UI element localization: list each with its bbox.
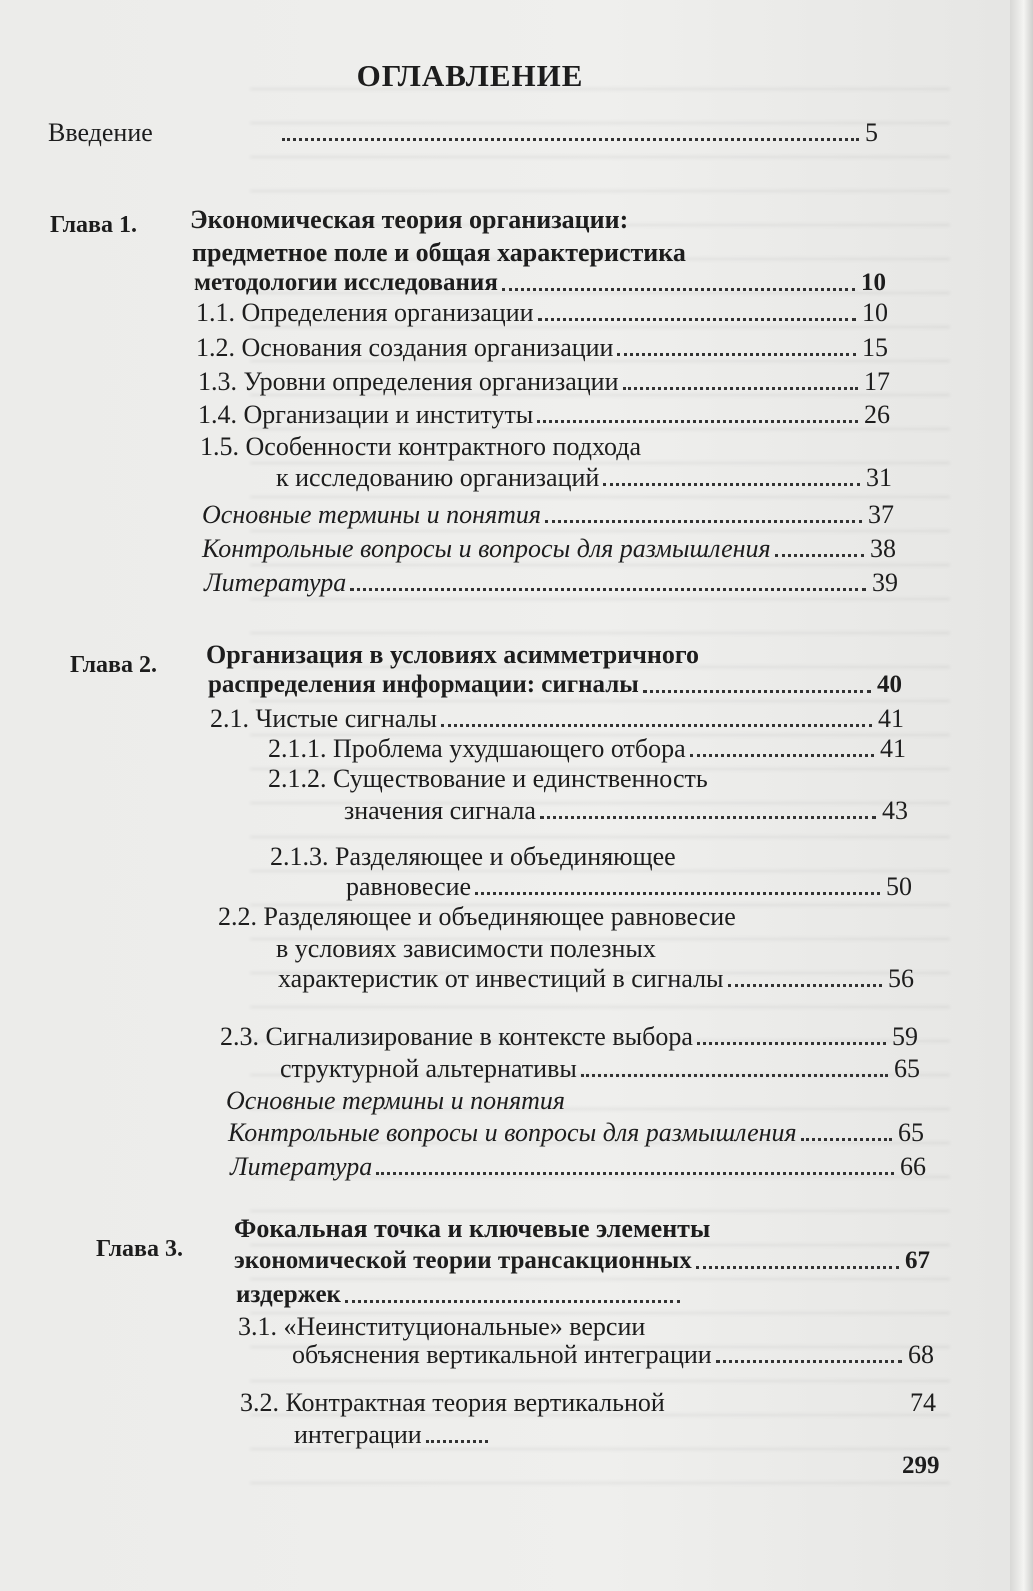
toc-entry-2-3 (220, 1022, 918, 1052)
dot-leader (345, 1300, 680, 1303)
toc-label: 1.4. Организации и институты (198, 400, 534, 429)
toc-label: Введение (48, 118, 153, 147)
dot-leader (538, 318, 856, 321)
toc-page: 15 (862, 333, 888, 362)
dot-leader (475, 892, 880, 895)
toc-entry-chapter-3 (234, 1246, 930, 1276)
toc-entry-3-2-cont (294, 1420, 494, 1450)
toc-entry-chapter-1 (194, 268, 886, 298)
toc-entry-chapter-2 (208, 670, 902, 700)
chapter-title-line: методологии исследования (194, 269, 498, 296)
toc-page: 59 (892, 1022, 918, 1051)
toc-page: 67 (905, 1247, 930, 1274)
toc-page: 65 (898, 1118, 924, 1147)
chapter-title-line: Фокальная точка и ключевые элементы (234, 1214, 711, 1243)
page-edge (1010, 0, 1033, 1591)
toc-page: 50 (886, 872, 912, 901)
toc-entry-questions-1 (202, 534, 896, 564)
toc-label: к исследованию организаций (276, 463, 600, 492)
dot-leader (775, 554, 864, 557)
toc-label: Контрольные вопросы и вопросы для размышления (228, 1118, 797, 1147)
chapter-label: Глава 3. (96, 1236, 183, 1262)
toc-page: 41 (880, 734, 906, 763)
dot-leader (282, 138, 859, 141)
dot-leader (581, 1074, 888, 1077)
dot-leader (801, 1138, 892, 1141)
dot-leader (376, 1172, 894, 1175)
toc-label: в условиях зависимости полезных (276, 934, 656, 963)
dot-leader (617, 353, 856, 356)
toc-entry-lit-1 (204, 568, 898, 598)
page-title: ОГЛАВЛЕНИЕ (356, 58, 584, 93)
toc-entry-2-1-2 (344, 796, 908, 826)
dot-leader (696, 1266, 899, 1269)
chapter-title-line: предметное поле и общая характеристика (192, 238, 686, 267)
toc-label: интеграции (294, 1420, 422, 1449)
dot-leader (716, 1360, 902, 1363)
chapter-title-line: экономической теории трансакционных (234, 1247, 692, 1274)
toc-label: 2.1.3. Разделяющее и объединяющее (270, 842, 676, 871)
toc-entry-2-1-3 (346, 872, 912, 902)
toc-entry-questions-2 (228, 1118, 924, 1148)
toc-label: структурной альтернативы (280, 1054, 577, 1083)
toc-label: 1.5. Особенности контрактного подхода (200, 432, 641, 461)
toc-label: 1.2. Основания создания организации (196, 333, 614, 362)
toc-label: 2.3. Сигнализирование в контексте выбора (220, 1022, 693, 1051)
toc-entry-1-1 (196, 298, 888, 328)
toc-label: Литература (204, 568, 347, 597)
toc-label: 2.1.2. Существование и единственность (268, 764, 708, 793)
dot-leader (441, 724, 872, 727)
toc-page: 37 (868, 500, 894, 529)
dot-leader (728, 984, 882, 987)
chapter-title-line: Организация в условиях асимметричного (206, 640, 700, 669)
toc-page: 65 (894, 1054, 920, 1083)
toc-entry-terms-2 (226, 1086, 586, 1116)
toc-entry-1-3 (198, 367, 890, 397)
toc-label: 1.3. Уровни определения организации (198, 367, 619, 396)
toc-page: 38 (870, 534, 896, 563)
chapter-title-line: распределения информации: сигналы (208, 671, 639, 698)
toc-entry-intro (48, 118, 878, 148)
toc-entry-2-2 (278, 964, 914, 994)
toc-entry-chapter-3-cont (236, 1280, 686, 1310)
toc-label: 2.1. Чистые сигналы (210, 704, 437, 733)
toc-label: 3.1. «Неинституциональные» версии (238, 1312, 646, 1341)
toc-entry-3-2 (240, 1388, 936, 1418)
toc-label: объяснения вертикальной интеграции (292, 1340, 712, 1369)
toc-entry-1-5 (276, 463, 892, 493)
toc-page: 68 (908, 1340, 934, 1369)
chapter-title-line: Экономическая теория организации: (190, 205, 629, 234)
toc-label: 2.1.1. Проблема ухудшающего отбора (268, 734, 686, 763)
dot-leader (545, 520, 862, 523)
toc-label: Контрольные вопросы и вопросы для размышления (202, 534, 771, 563)
toc-entry-1-4 (198, 400, 890, 430)
toc-page: 41 (878, 704, 904, 733)
toc-page: 56 (888, 964, 914, 993)
chapter-label: Глава 1. (50, 212, 137, 238)
dot-leader (537, 420, 858, 423)
dot-leader (502, 288, 855, 291)
toc-label: равновесие (346, 872, 472, 901)
toc-label: 2.2. Разделяющее и объединяющее равновесие (218, 902, 736, 931)
dot-leader (350, 588, 866, 591)
dot-leader (623, 387, 859, 390)
toc-entry-2-1-1 (268, 734, 906, 764)
toc-entry-2-1 (210, 704, 904, 734)
chapter-title-line: издержек (236, 1281, 341, 1308)
chapter-label: Глава 2. (70, 652, 157, 678)
toc-page: 43 (882, 796, 908, 825)
toc-page: 17 (864, 367, 890, 396)
toc-entry-1-2 (196, 333, 888, 363)
dot-leader (643, 690, 871, 693)
toc-page: 74 (910, 1388, 936, 1417)
dot-leader (426, 1440, 488, 1443)
toc-page: 66 (900, 1152, 926, 1181)
toc-entry-terms-1 (202, 500, 894, 530)
dot-leader (540, 816, 876, 819)
toc-page: 31 (866, 463, 892, 492)
dot-leader (603, 483, 860, 486)
dot-leader (690, 754, 874, 757)
toc-page: 39 (872, 568, 898, 597)
toc-label: характеристик от инвестиций в сигналы (278, 964, 724, 993)
toc-entry-2-3-cont (280, 1054, 920, 1084)
toc-page: 10 (861, 269, 886, 296)
toc-page: 10 (862, 298, 888, 327)
toc-entry-3-1 (292, 1340, 934, 1370)
toc-page: 5 (865, 118, 878, 147)
dot-leader (697, 1042, 886, 1045)
toc-label: Основные термины и понятия (226, 1086, 566, 1115)
toc-label: 1.1. Определения организации (196, 298, 534, 327)
toc-label: значения сигнала (344, 796, 536, 825)
toc-label: Основные термины и понятия (202, 500, 542, 529)
toc-entry-lit-2 (230, 1152, 926, 1182)
page-number: 299 (902, 1452, 940, 1479)
toc-page: 26 (864, 400, 890, 429)
toc-page: 40 (877, 671, 902, 698)
toc-label: 3.2. Контрактная теория вертикальной (240, 1388, 665, 1417)
toc-label: Литература (230, 1152, 373, 1181)
